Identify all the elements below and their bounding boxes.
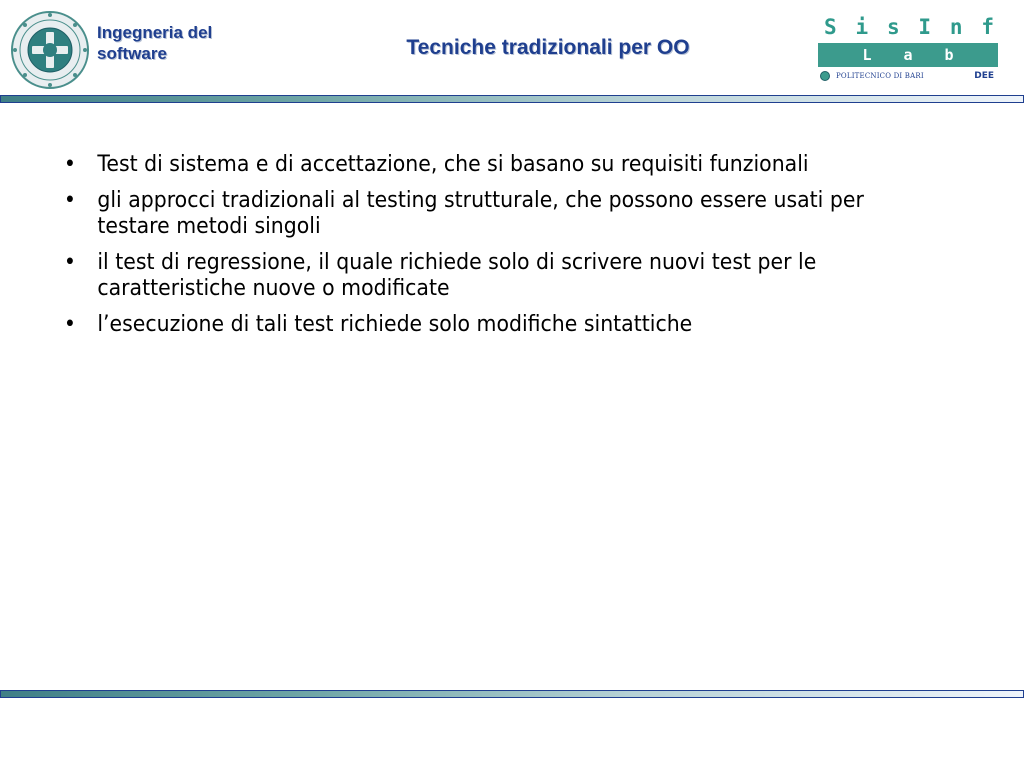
lab-letter: f [981,15,994,39]
lab-letter: L [862,46,872,64]
bullet-text: Test di sistema e di accettazione, che si basano su requisiti funzionali [97,152,809,177]
lab-letter: S [824,15,837,39]
header-divider [0,95,1024,103]
list-item [62,250,899,302]
bullet-text: l’esecuzione di tali test richiede solo modifiche sintattiche [97,312,693,337]
lab-letter: a [903,46,913,64]
lab-logo-institution [818,69,998,83]
course-title [97,22,257,64]
lab-logo-row1 [818,14,1000,40]
bullet-marker: • [63,250,76,275]
sisinf-lab-logo [818,14,1000,84]
list-item [62,312,899,338]
list-item [62,152,899,178]
lab-letter: i [855,15,869,39]
slide-title: Tecniche tradizionali per OO [406,36,690,59]
bullet-text: gli approcci tradizionali al testing strutturale, che possono essere usati per testare metodi singoli [97,188,864,239]
lab-letter: s [886,15,900,39]
lab-letter: b [944,46,954,64]
lab-logo-row2 [818,43,998,67]
bullet-text: il test di regressione, il quale richiede solo di scrivere nuovi test per le caratteristiche nuove o modificate [97,250,817,301]
university-seal-logo [10,10,90,90]
bullet-list [62,152,962,348]
bullet-marker: • [63,312,76,337]
lab-letter: I [918,15,932,39]
lab-letter: n [949,15,963,39]
course-title-line1: Ingegneria del [97,23,213,42]
seal-icon [10,10,90,90]
list-item [62,188,899,240]
department-logo: DEE [974,71,994,81]
politecnico-icon [820,71,830,81]
institution-name: POLITECNICO DI BARI [836,72,924,80]
bullet-marker: • [63,152,76,177]
course-title-line2: software [97,44,167,63]
footer-divider [0,690,1024,698]
bullet-marker: • [63,188,76,213]
